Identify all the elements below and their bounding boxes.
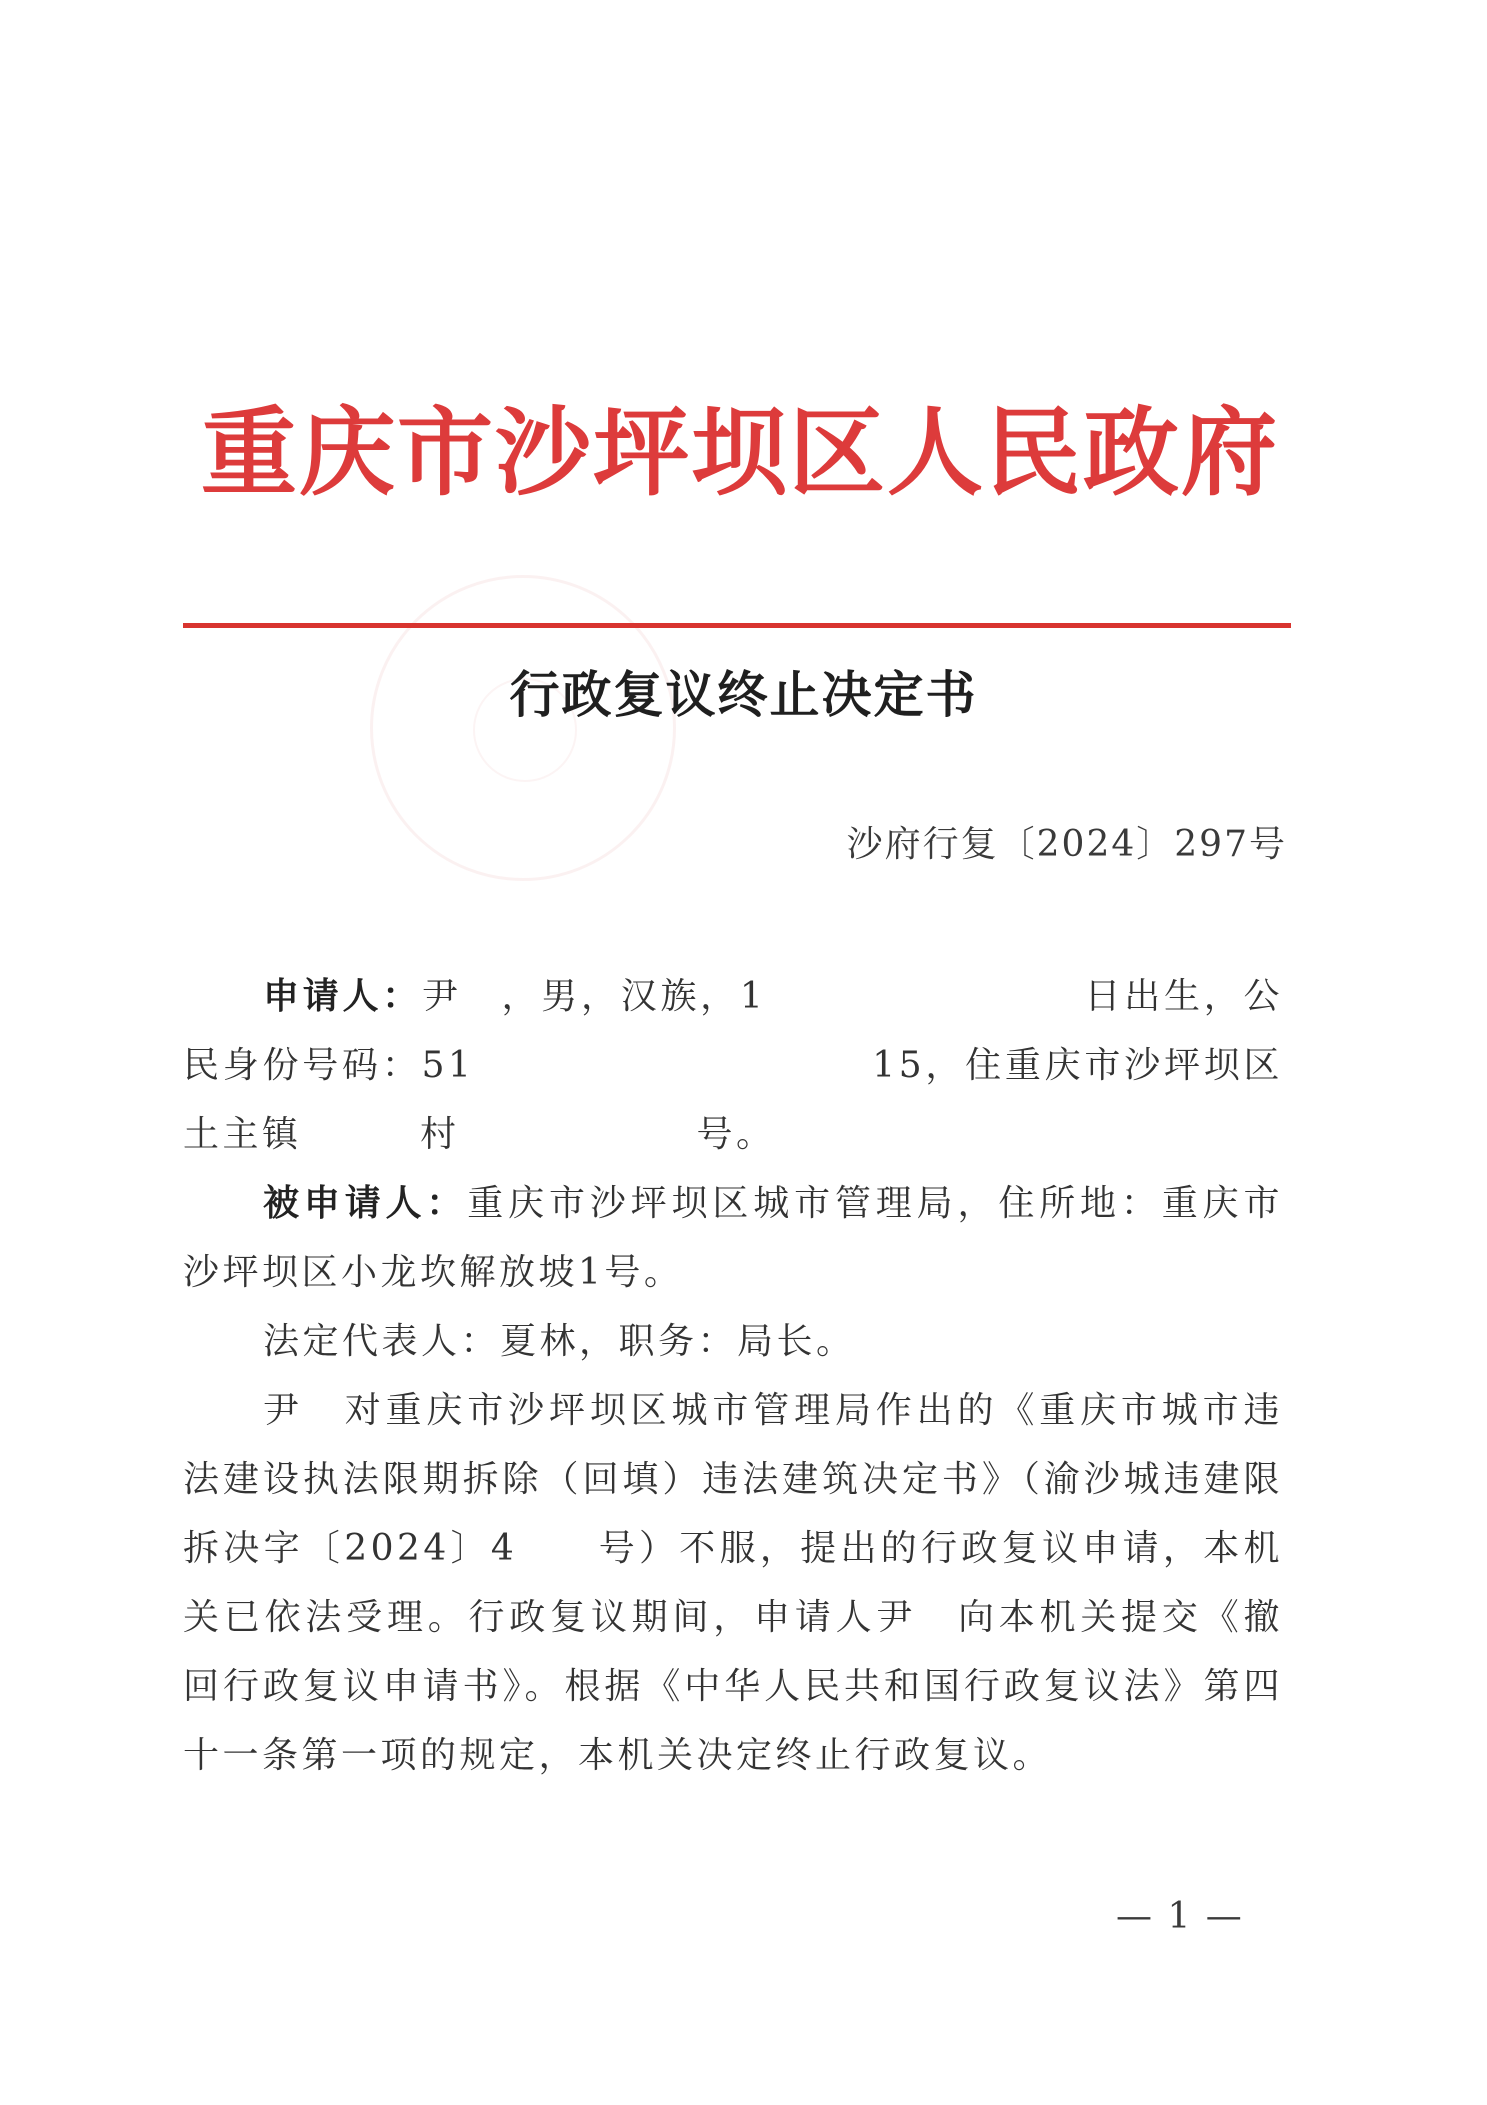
applicant-paragraph xyxy=(183,962,1283,1169)
respondent-label: 被申请人： xyxy=(263,1182,468,1224)
document-number: 沙府行复〔2024〕297号 xyxy=(846,824,1287,865)
legal-representative-paragraph: 法定代表人：夏林，职务：局长。 xyxy=(263,1321,856,1362)
document-body xyxy=(183,962,1283,1790)
red-header-rule xyxy=(183,623,1291,628)
applicant-label: 申请人： xyxy=(263,975,422,1017)
page-number: — 1 — xyxy=(1116,1896,1244,1937)
respondent-details: 重庆市沙坪坝区城市管理局，住所地：重庆市沙坪坝区小龙坎解放坡1号。 xyxy=(183,1183,1283,1293)
decision-paragraph: 尹 对重庆市沙坪坝区城市管理局作出的《重庆市城市违法建设执法限期拆除（回填）违法建筑决定书》（渝沙城违建限拆决字〔2024〕4 号）不服，提出的行政复议申请，本机关已依法受理。行政复议期间，申请人尹 向本机关提交《撤回行政复议申请书》。根据《中华人民共和国行政复议法》第四十一条第一项的规定，本机关决定终止行政复议。 xyxy=(183,1390,1283,1776)
respondent-paragraph xyxy=(183,1169,1283,1307)
issuing-authority-title: 重庆市沙坪坝区人民政府 xyxy=(201,396,1279,509)
document-title: 行政复议终止决定书 xyxy=(509,665,978,724)
applicant-details: 尹 ，男，汉族，1 日出生，公民身份号码：51 15，住重庆市沙坪坝区土主镇 村 号。 xyxy=(183,976,1283,1155)
